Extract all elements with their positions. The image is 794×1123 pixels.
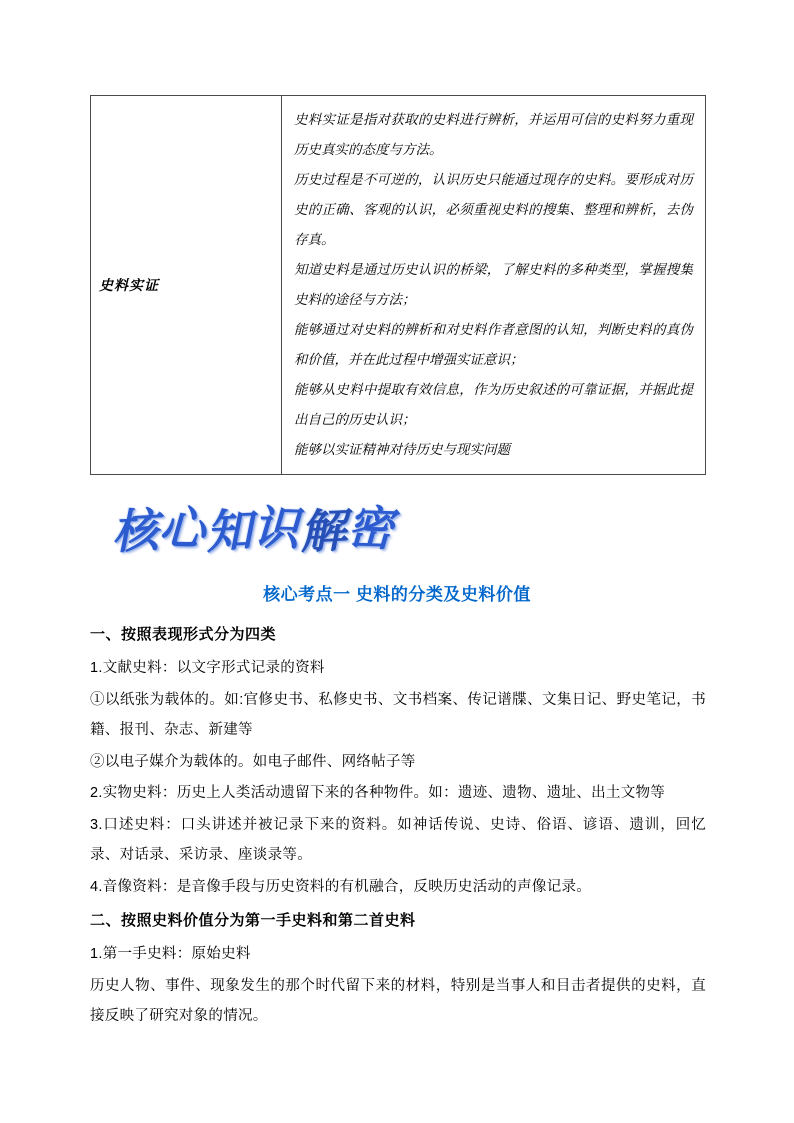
banner-char: 密: [346, 500, 395, 556]
knowledge-table: [90, 95, 706, 475]
table-paragraph: 能够从史料中提取有效信息，作为历史叙述的可靠证据，并据此提出自己的历史认识；: [294, 382, 693, 428]
body-paragraph: 2.实物史料：历史上人类活动遗留下来的各种物件。如：遗迹、遗物、遗址、出土文物等: [90, 785, 666, 801]
body-paragraph: ②以电子媒介为载体的。如电子邮件、网络帖子等: [90, 753, 416, 770]
section-heading: 二、按照史料价值分为第一手史料和第二首史料: [90, 912, 416, 929]
body-paragraph: 1.第一手史料：原始史料: [90, 946, 251, 962]
body-paragraph: 历史人物、事件、现象发生的那个时代留下来的材料，特别是当事人和目击者提供的史料，直接反映了研究对象的情况。: [90, 977, 706, 1024]
table-term-label: 史料实证: [99, 278, 159, 294]
banner-char: 知: [204, 502, 255, 560]
banner-char: 识: [252, 500, 301, 556]
banner-char: 心: [158, 500, 207, 556]
body-paragraph: ①以纸张为载体的。如:官修史书、私修史书、文书档案、传记谱牒、文集日记、野史笔记，书籍、报刊、杂志、新建等: [90, 691, 706, 738]
topic-heading: 核心考点一 史料的分类及史料价值: [263, 585, 531, 604]
section-heading: 一、按照表现形式分为四类: [90, 626, 277, 643]
decorative-banner: [112, 500, 394, 560]
body-content: [90, 616, 706, 1033]
body-paragraph: 3.口述史料：口头讲述并被记录下来的资料。如神话传说、史诗、俗语、谚语、遗训，回忆录、对话录、采访录、座谈录等。: [90, 816, 706, 863]
body-paragraph: 1.文献史料：以文字形式记录的资料: [90, 660, 325, 676]
table-paragraph: 历史过程是不可逆的，认识历史只能通过现存的史料。要形成对历史的正确、客观的认识，必须重视史料的搜集、整理和辨析，去伪存真。: [294, 172, 693, 248]
table-term-cell: [91, 96, 282, 474]
banner-char: 核: [110, 502, 161, 560]
table-content-cell: [282, 96, 705, 474]
table-paragraph: 知道史料是通过历史认识的桥梁，了解史料的多种类型，掌握搜集史料的途径与方法；: [294, 262, 693, 308]
table-paragraph: 能够以实证精神对待历史与现实问题: [294, 442, 510, 458]
banner-char: 解: [298, 502, 349, 560]
body-paragraph: 4.音像资料：是音像手段与历史资料的有机融合，反映历史活动的声像记录。: [90, 878, 592, 895]
table-paragraph: 能够通过对史料的辨析和对史料作者意图的认知，判断史料的真伪和价值，并在此过程中增强实证意识；: [294, 322, 693, 368]
table-paragraph: 史料实证是指对获取的史料进行辨析，并运用可信的史料努力重现历史真实的态度与方法。: [294, 112, 693, 158]
